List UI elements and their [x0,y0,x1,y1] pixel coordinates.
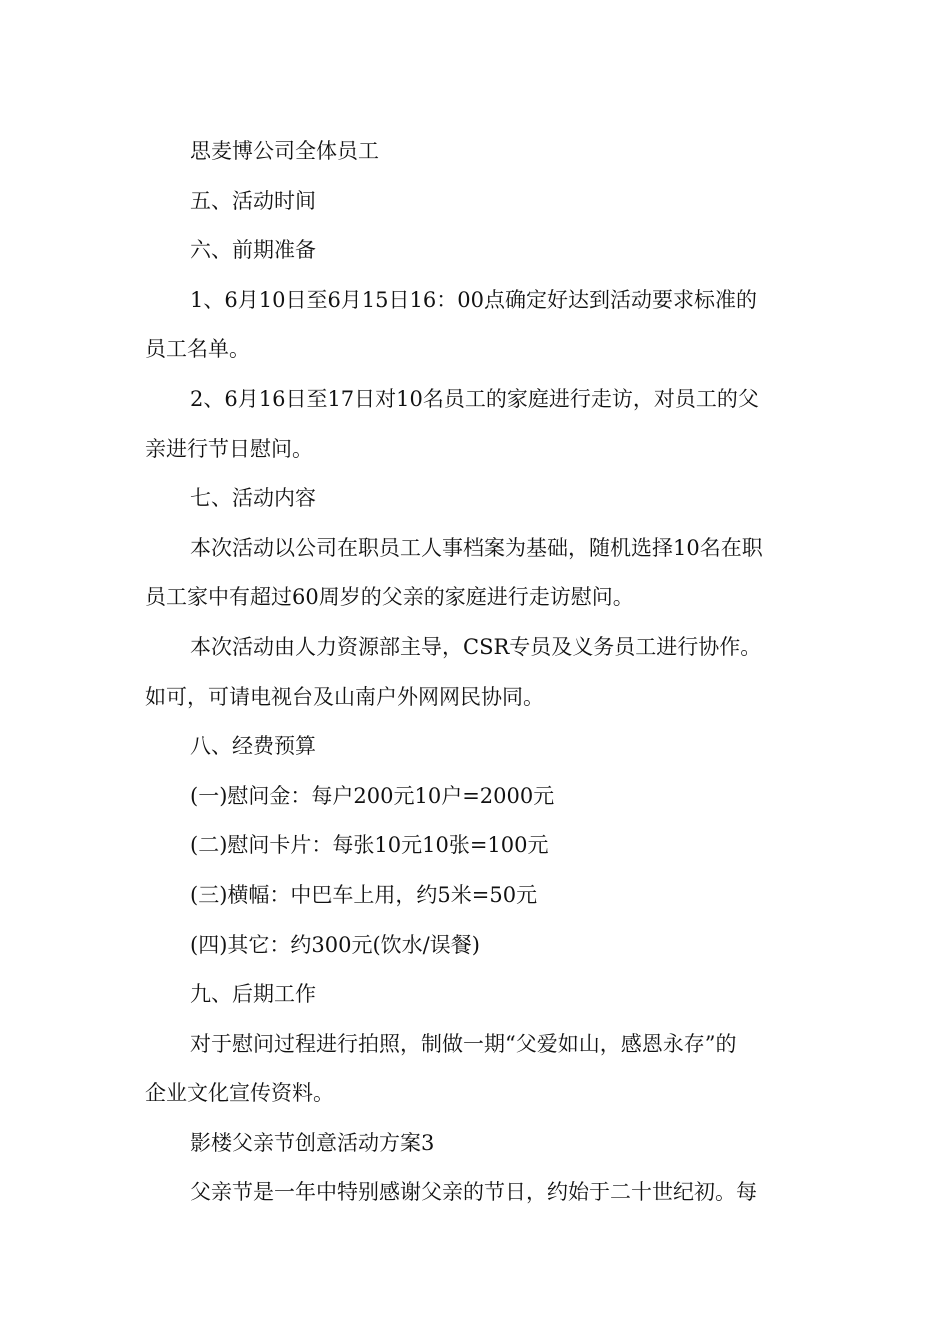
text-line: 员工名单。 [145,337,250,362]
budget-item: (三)横幅：中巴车上用，约5米=50元 [190,882,538,907]
text-line: 亲进行节日慰问。 [145,436,313,461]
document-body [145,127,810,1218]
text-line: 本次活动以公司在职员工人事档案为基础，随机选择10名在职 [190,535,763,560]
section-heading: 六、前期准备 [190,238,316,263]
text-line: 对于慰问过程进行拍照，制做一期“父爱如山，感恩永存”的 [190,1031,737,1056]
text-line: 思麦博公司全体员工 [190,139,379,163]
text-line: 父亲节是一年中特别感谢父亲的节日，约始于二十世纪初。每 [190,1180,757,1205]
text-line: 企业文化宣传资料。 [145,1081,334,1106]
budget-item: (四)其它：约300元(饮水/误餐) [190,932,480,957]
budget-item: (二)慰问卡片：每张10元10张=100元 [190,833,549,858]
text-line: 如可，可请电视台及山南户外网网民协同。 [145,684,544,709]
section-heading: 八、经费预算 [190,734,316,759]
section-heading: 七、活动内容 [190,486,316,511]
text-line: 2、6月16日至17日对10名员工的家庭进行走访，对员工的父 [190,386,759,411]
budget-item: (一)慰问金：每户200元10户=2000元 [190,783,555,808]
text-line: 1、6月10日至6月15日16：00点确定好达到活动要求标准的 [190,287,757,312]
plan-title: 影楼父亲节创意活动方案3 [190,1130,435,1155]
section-heading: 五、活动时间 [190,188,316,213]
text-line: 本次活动由人力资源部主导，CSR专员及义务员工进行协作。 [190,634,762,659]
text-line: 员工家中有超过60周岁的父亲的家庭进行走访慰问。 [145,585,634,610]
section-heading: 九、后期工作 [190,982,316,1007]
